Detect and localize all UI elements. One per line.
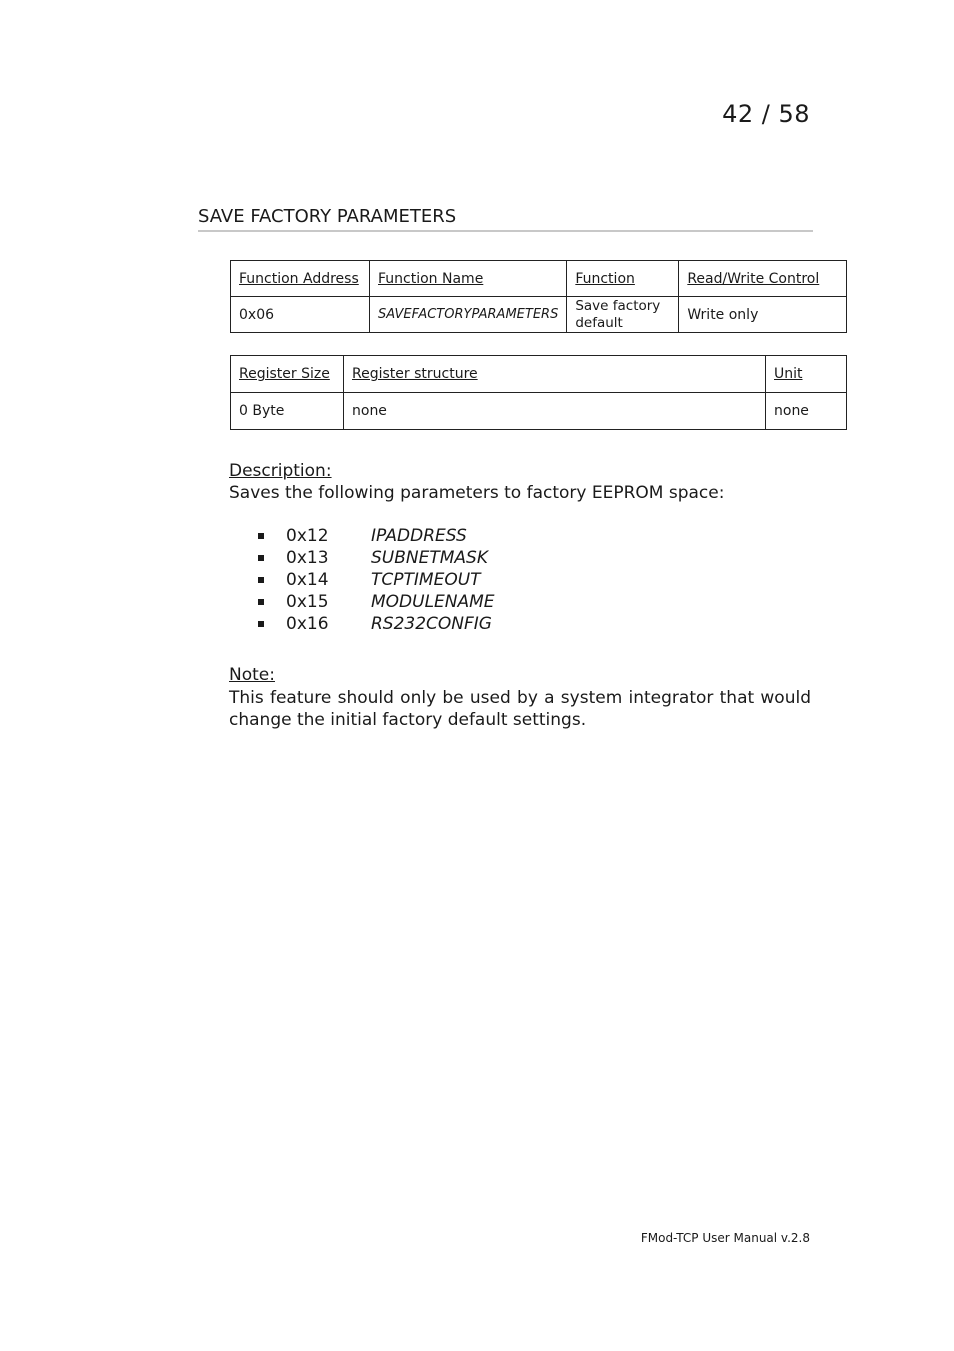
param-hex: 0x16 (286, 614, 329, 634)
list-item (258, 591, 495, 613)
cell-function: Save factory default (567, 297, 679, 333)
description-text: Saves the following parameters to factory EEPROM space: (229, 483, 725, 503)
table-row (231, 297, 847, 333)
cell-function-address: 0x06 (231, 297, 370, 333)
header-function-name: Function Name (370, 261, 567, 297)
header-read-write-control: Read/Write Control (679, 261, 847, 297)
list-item (258, 569, 495, 591)
param-name: RS232CONFIG (371, 614, 492, 634)
header-unit: Unit (766, 356, 847, 393)
bullet-icon (258, 577, 264, 583)
param-name: IPADDRESS (371, 526, 467, 546)
note-heading: Note: (229, 665, 275, 685)
bullet-icon (258, 621, 264, 627)
cell-register-structure: none (344, 393, 766, 430)
list-item (258, 525, 495, 547)
register-table (230, 355, 847, 430)
section-title: SAVE FACTORY PARAMETERS (198, 206, 813, 232)
table-header-row (231, 261, 847, 297)
header-function: Function (567, 261, 679, 297)
note-text: This feature should only be used by a system integrator that would change the initial factory default settings. (229, 688, 811, 730)
cell-register-size: 0 Byte (231, 393, 344, 430)
list-item (258, 613, 495, 635)
bullet-icon (258, 533, 264, 539)
function-table (230, 260, 847, 333)
cell-unit: none (766, 393, 847, 430)
page-footer: FMod-TCP User Manual v.2.8 (640, 1231, 810, 1245)
param-name: SUBNETMASK (371, 548, 488, 568)
param-hex: 0x15 (286, 592, 329, 612)
list-item (258, 547, 495, 569)
parameter-list (258, 525, 495, 635)
bullet-icon (258, 599, 264, 605)
header-function-address: Function Address (231, 261, 370, 297)
param-hex: 0x12 (286, 526, 329, 546)
cell-function-name: SAVEFACTORYPARAMETERS (370, 297, 567, 333)
table-header-row (231, 356, 847, 393)
bullet-icon (258, 555, 264, 561)
param-name: TCPTIMEOUT (371, 570, 481, 590)
page-number: 42 / 58 (722, 100, 810, 128)
table-row (231, 393, 847, 430)
header-register-size: Register Size (231, 356, 344, 393)
description-heading: Description: (229, 461, 332, 481)
param-hex: 0x14 (286, 570, 329, 590)
param-hex: 0x13 (286, 548, 329, 568)
cell-read-write-control: Write only (679, 297, 847, 333)
header-register-structure: Register structure (344, 356, 766, 393)
param-name: MODULENAME (371, 592, 495, 612)
